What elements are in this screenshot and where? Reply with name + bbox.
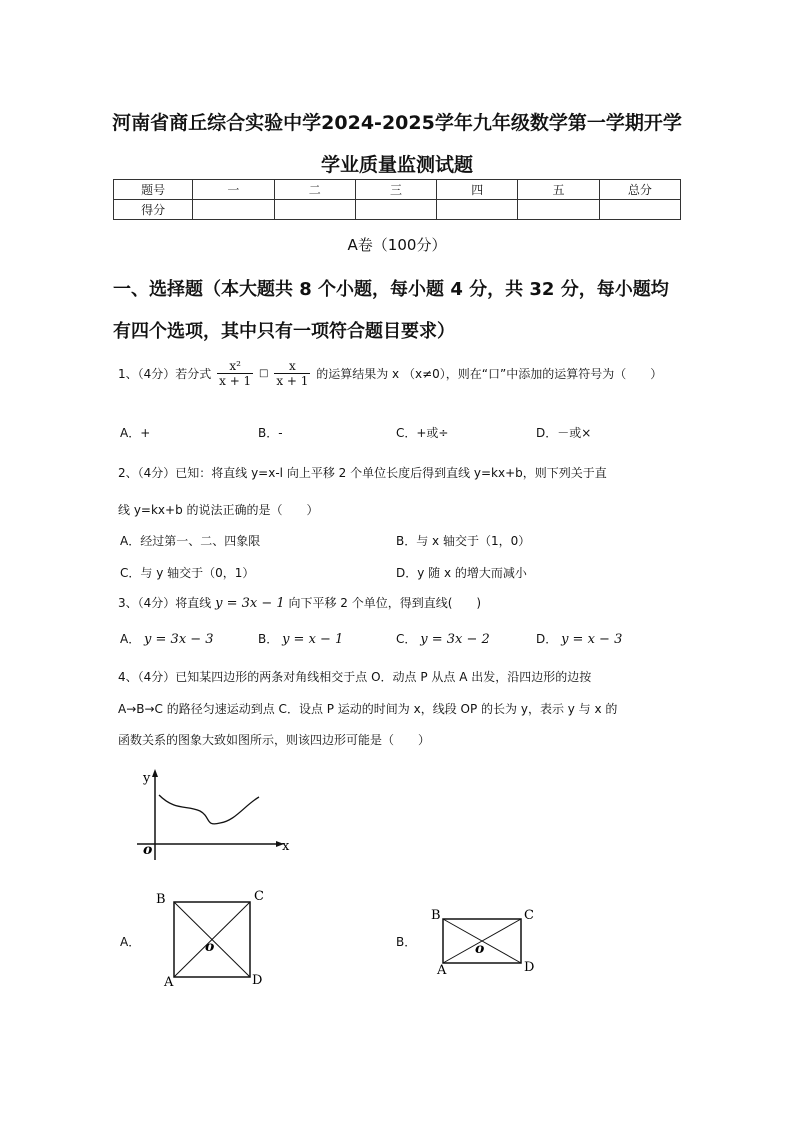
score-entry-cell[interactable] — [599, 200, 680, 220]
vertex-c-label: C — [524, 908, 534, 923]
section-heading-line2: 有四个选项，其中只有一项符合题目要求） — [113, 321, 455, 342]
q1-option-b[interactable]: B．- — [258, 426, 283, 440]
question-4-line1: 4、（4分）已知某四边形的两条对角线相交于点 O．动点 P 从点 A 出发，沿四边形的边按 — [118, 670, 592, 684]
vertex-d-label: D — [252, 973, 263, 988]
option-equation: y = 3x − 3 — [144, 632, 214, 647]
score-entry-cell[interactable] — [437, 200, 518, 220]
function-curve — [159, 795, 259, 824]
vertex-b-label: B — [431, 908, 441, 923]
page-subtitle: 学业质量监测试题 — [320, 154, 473, 176]
x-axis-label: x — [282, 839, 290, 854]
option-equation: y = 3x − 2 — [420, 632, 490, 647]
origin-label: o — [143, 842, 153, 858]
table-cell: 三 — [355, 180, 436, 200]
q1-option-a[interactable]: A．+ — [120, 426, 151, 440]
score-table-score-row — [114, 200, 681, 220]
score-entry-cell[interactable] — [355, 200, 436, 220]
table-cell: 五 — [518, 180, 599, 200]
option-equation: y = x − 1 — [282, 632, 344, 647]
fraction-numerator: x — [274, 359, 310, 374]
q4-option-a-figure[interactable] — [150, 885, 275, 990]
page-title: 河南省商丘综合实验中学2024-2025学年九年级数学第一学期开学 — [112, 112, 682, 134]
option-label: C． — [396, 632, 417, 646]
option-label: A． — [120, 632, 141, 646]
question-1-prefix: 1、（4分）若分式 — [118, 367, 212, 381]
fraction-denominator: x + 1 — [276, 374, 309, 388]
score-entry-cell[interactable] — [274, 200, 355, 220]
score-table-header-row — [114, 180, 681, 200]
q3-option-c[interactable] — [396, 630, 490, 647]
question-3-equation: y = 3x − 1 — [215, 596, 285, 611]
table-cell: 题号 — [114, 180, 193, 200]
question-1 — [118, 359, 662, 388]
question-4-line2: A→B→C 的路径匀速运动到点 C．设点 P 运动的时间为 x，线段 OP 的长为 y，表示 y 与 x 的 — [118, 702, 618, 716]
vertex-a-label: A — [437, 963, 447, 978]
q4-option-b-label[interactable]: B． — [396, 935, 417, 949]
score-table — [113, 179, 681, 220]
question-4-line3: 函数关系的图象大致如图所示，则该四边形可能是（ ） — [118, 733, 431, 747]
q4-option-b-figure[interactable] — [425, 900, 550, 980]
fraction-1 — [217, 359, 253, 388]
center-o-label: o — [475, 941, 485, 957]
q2-option-a[interactable]: A．经过第一、二、四象限 — [120, 534, 261, 548]
question-2-line1: 2、（4分）已知：将直线 y=x-l 向上平移 2 个单位长度后得到直线 y=kx+b，则下列关于直 — [118, 466, 607, 480]
vertex-d-label: D — [524, 960, 535, 975]
center-o-label: o — [205, 939, 215, 955]
q3-option-d[interactable] — [536, 630, 622, 647]
question-3-suffix: 向下平移 2 个单位，得到直线( ) — [288, 596, 482, 610]
q4-option-a-label[interactable]: A． — [120, 935, 141, 949]
q3-option-a[interactable] — [120, 630, 214, 647]
q2-option-b[interactable]: B．与 x 轴交于（1，0） — [396, 534, 531, 548]
q1-option-c[interactable]: C．+或÷ — [396, 426, 449, 440]
y-axis-label: y — [143, 771, 151, 786]
question-2-line2: 线 y=kx+b 的说法正确的是（ ） — [118, 503, 319, 517]
fraction-denominator: x + 1 — [219, 374, 252, 388]
vertex-b-label: B — [156, 892, 166, 907]
table-cell: 一 — [193, 180, 274, 200]
q1-option-d[interactable]: D．－或× — [536, 426, 592, 440]
fraction-2 — [274, 359, 310, 388]
table-cell: 四 — [437, 180, 518, 200]
q3-option-b[interactable] — [258, 630, 343, 647]
part-a-heading: A卷（100分） — [347, 236, 447, 254]
question-1-suffix: 的运算结果为 x （x≠0），则在“口”中添加的运算符号为（ ） — [316, 367, 663, 381]
table-cell: 二 — [274, 180, 355, 200]
option-label: B． — [258, 632, 279, 646]
option-label: D． — [536, 632, 558, 646]
vertex-a-label: A — [164, 975, 174, 990]
vertex-c-label: C — [254, 889, 264, 904]
fraction-numerator: x² — [217, 359, 253, 374]
question-3-prefix: 3、（4分）将直线 — [118, 596, 212, 610]
y-axis-arrow — [152, 769, 158, 777]
table-cell: 总分 — [599, 180, 680, 200]
q2-option-c[interactable]: C．与 y 轴交于（0，1） — [120, 566, 255, 580]
question-3 — [118, 594, 481, 611]
operator-box: □ — [259, 368, 269, 379]
function-graph — [125, 765, 300, 865]
score-entry-cell[interactable] — [193, 200, 274, 220]
q2-option-d[interactable]: D．y 随 x 的增大而减小 — [396, 566, 527, 580]
score-entry-cell[interactable] — [518, 200, 599, 220]
table-cell: 得分 — [114, 200, 193, 220]
option-equation: y = x − 3 — [561, 632, 623, 647]
section-heading-line1: 一、选择题（本大题共 8 个小题，每小题 4 分，共 32 分，每小题均 — [113, 279, 669, 300]
